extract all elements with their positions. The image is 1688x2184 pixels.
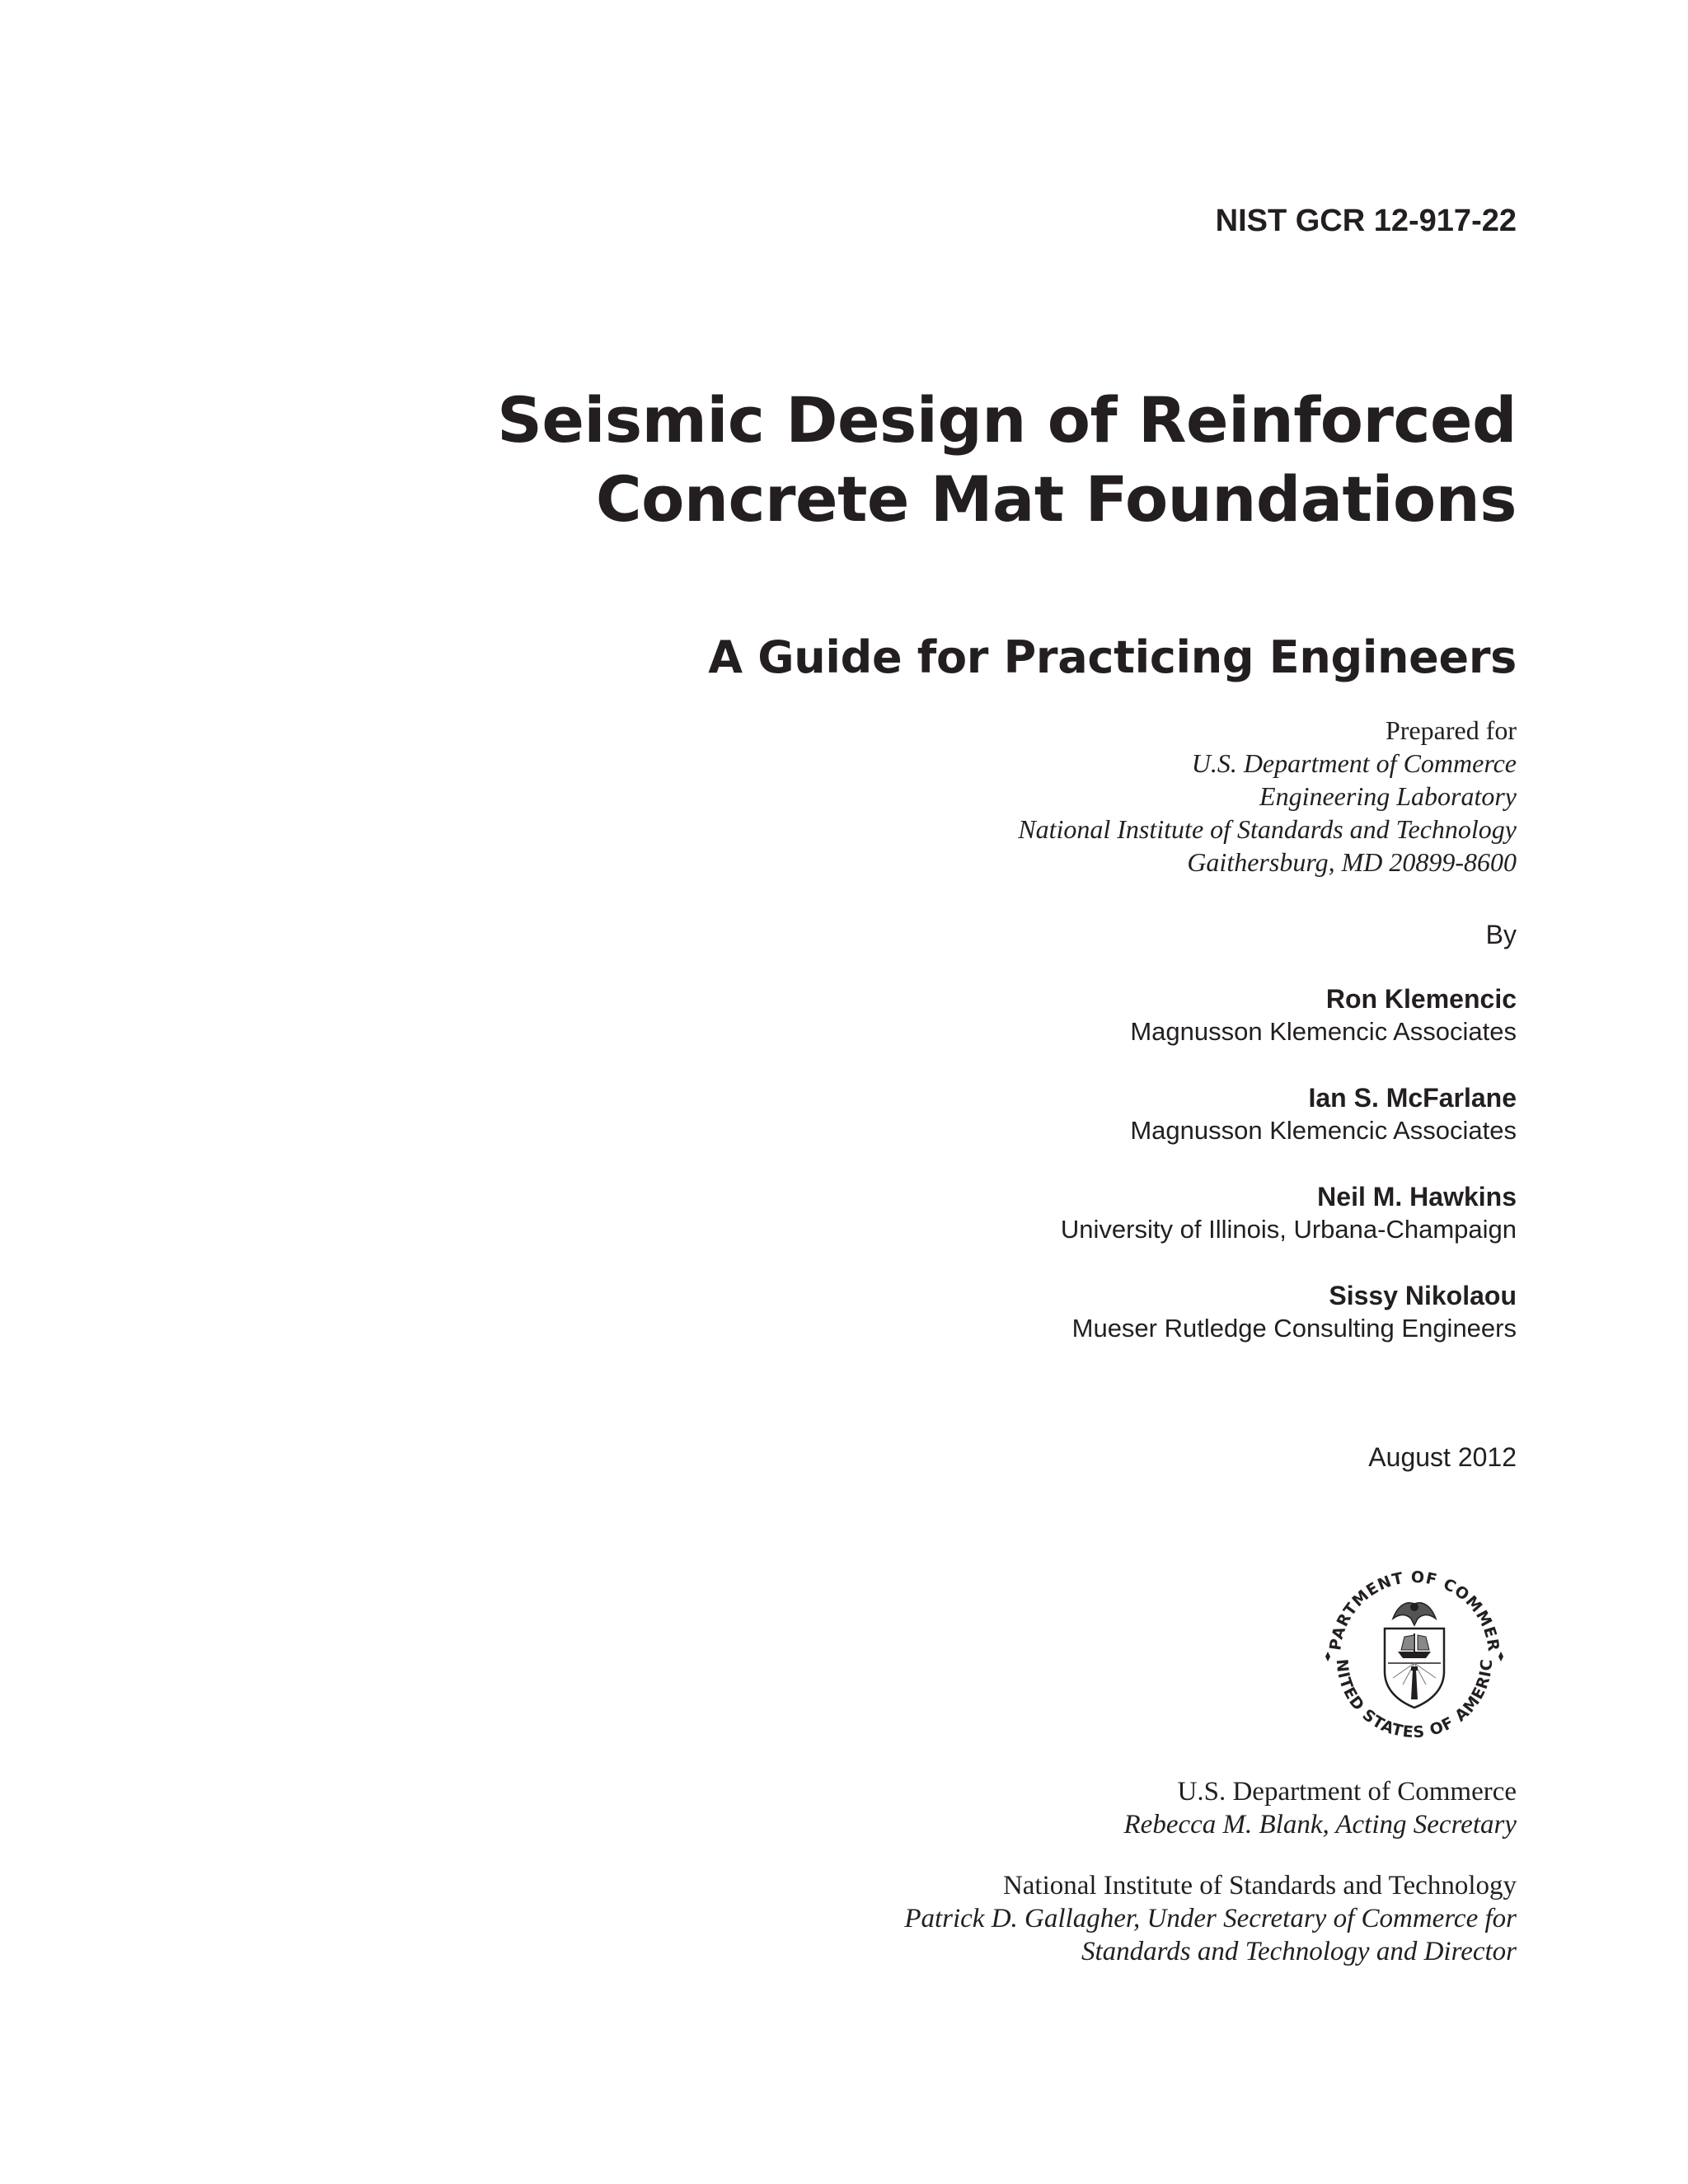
author-name: Ron Klemencic	[1325, 984, 1517, 1014]
main-title	[497, 381, 1517, 539]
nist-block	[904, 1869, 1517, 1968]
report-number: NIST GCR 12-917-22	[1215, 204, 1517, 238]
publication-date: August 2012	[1368, 1442, 1517, 1472]
seal-bottom-text: NITED STATES OF AMERIC	[1332, 1657, 1497, 1742]
nist-official-line-1: Patrick D. Gallagher, Under Secretary of Commerce for	[904, 1904, 1517, 1933]
nist-official-line-2: Standards and Technology and Director	[1081, 1937, 1517, 1966]
author-entry	[1061, 1081, 1517, 1147]
prepared-for-line: National Institute of Standards and Technology	[1018, 814, 1517, 844]
main-title-line-2: Concrete Mat Foundations	[595, 462, 1517, 536]
prepared-for-block	[1018, 714, 1517, 879]
author-affiliation: Mueser Rutledge Consulting Engineers	[1071, 1314, 1517, 1343]
author-affiliation: Magnusson Klemencic Associates	[1130, 1116, 1517, 1145]
nist-name: National Institute of Standards and Technology	[1002, 1871, 1517, 1900]
seal-top-text: PARTMENT OF COMMER	[1326, 1568, 1503, 1653]
author-name: Ian S. McFarlane	[1308, 1083, 1517, 1113]
prepared-for-line: Engineering Laboratory	[1259, 781, 1517, 811]
department-official: Rebecca M. Blank, Acting Secretary	[1123, 1810, 1517, 1840]
by-label: By	[1485, 920, 1517, 949]
author-affiliation: University of Illinois, Urbana-Champaign	[1060, 1215, 1517, 1244]
author-name: Sissy Nikolaou	[1329, 1281, 1517, 1310]
author-name: Neil M. Hawkins	[1317, 1182, 1517, 1212]
department-block	[1124, 1775, 1517, 1841]
main-title-line-1: Seismic Design of Reinforced	[497, 383, 1517, 457]
author-entry	[1061, 1180, 1517, 1246]
prepared-for-line: U.S. Department of Commerce	[1191, 748, 1517, 778]
author-list	[1061, 982, 1517, 1378]
prepared-for-line: Gaithersburg, MD 20899-8600	[1187, 847, 1517, 877]
department-of-commerce-seal-icon	[1312, 1554, 1517, 1759]
author-entry	[1061, 982, 1517, 1048]
department-name: U.S. Department of Commerce	[1177, 1777, 1517, 1807]
author-affiliation: Magnusson Klemencic Associates	[1130, 1017, 1517, 1046]
author-entry	[1061, 1279, 1517, 1345]
prepared-for-label: Prepared for	[1385, 715, 1517, 745]
subtitle: A Guide for Practicing Engineers	[708, 631, 1517, 683]
